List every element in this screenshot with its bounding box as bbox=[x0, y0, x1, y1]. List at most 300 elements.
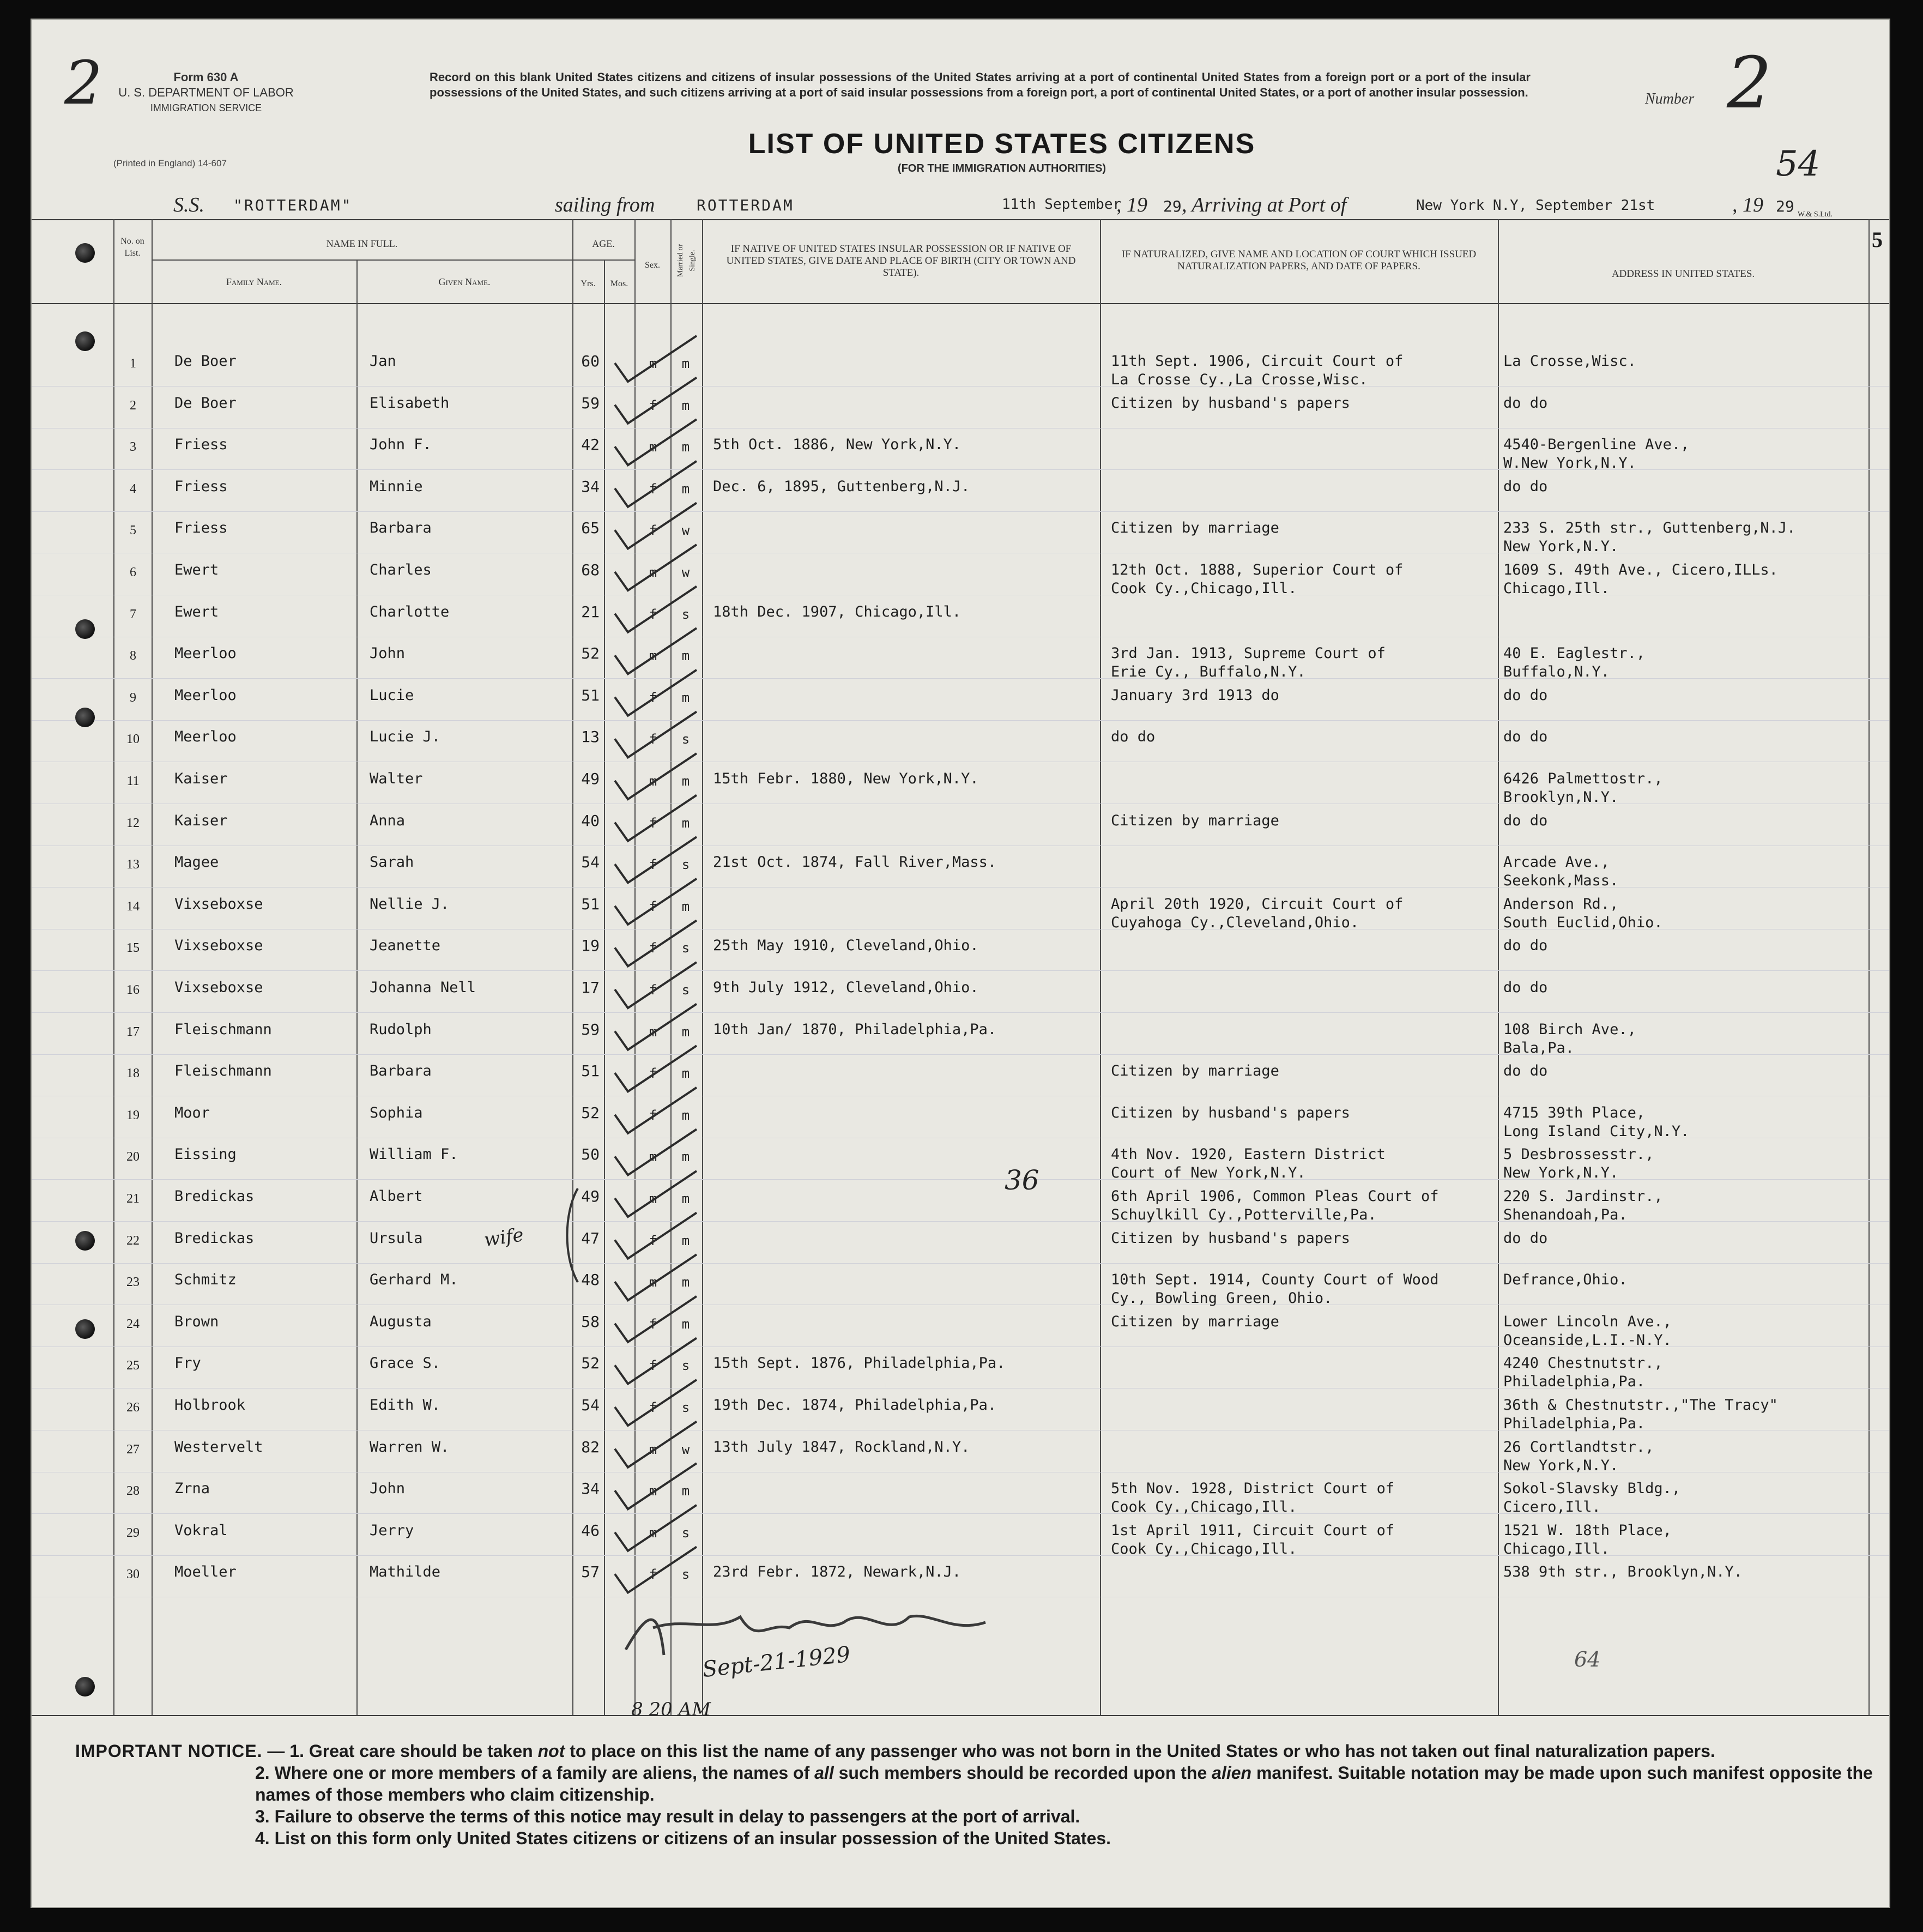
family-name: Vokral bbox=[174, 1522, 228, 1539]
family-name: Vixseboxse bbox=[174, 937, 263, 955]
header-age: AGE. bbox=[592, 238, 615, 249]
sex: f bbox=[649, 857, 657, 873]
address-line-2: Chicago,Ill. bbox=[1503, 580, 1610, 597]
check-mark bbox=[615, 1505, 697, 1551]
sex: m bbox=[649, 1441, 657, 1457]
age-years: 68 bbox=[581, 561, 600, 579]
marital-status: s bbox=[681, 857, 690, 873]
marital-status: m bbox=[681, 439, 690, 455]
row-number: 17 bbox=[126, 1024, 140, 1039]
row-number: 18 bbox=[126, 1066, 140, 1081]
naturalization-line-1: Citizen by marriage bbox=[1111, 520, 1279, 537]
check-mark bbox=[615, 1129, 697, 1175]
age-years: 42 bbox=[581, 436, 600, 454]
check-mark bbox=[615, 1547, 697, 1592]
printed-note: (Printed in England) 14-607 bbox=[113, 158, 227, 168]
family-name: Magee bbox=[174, 854, 219, 871]
sex: m bbox=[649, 1483, 657, 1499]
family-name: Schmitz bbox=[174, 1271, 237, 1289]
address-line-1: do do bbox=[1503, 686, 1548, 704]
given-name: Minnie bbox=[370, 478, 423, 495]
row-number: 22 bbox=[126, 1233, 140, 1248]
family-name: Friess bbox=[174, 520, 228, 537]
address-line-1: 36th & Chestnutstr.,"The Tracy" bbox=[1503, 1397, 1778, 1414]
address-line-1: 5 Desbrossesstr., bbox=[1503, 1146, 1654, 1163]
check-mark bbox=[615, 1422, 697, 1468]
important-notice: IMPORTANT NOTICE. — 1. Great care should be taken not to place on this list the name of any passenger who was not born in the United States or who has not taken out final naturalization papers. 2. Where one or more members of a family are aliens, the names of all such members should be recorded upon the alien manifest. Suitable notation may be made upon such manifest opposite the names of those members who claim citizenship. 3. Failure to observe the terms of this notice may result in delay to passengers at the port of arrival. 4. List on this form only United States citizens or citizens of an insular possession of the United States. bbox=[75, 1740, 1874, 1849]
marital-status: w bbox=[681, 1441, 690, 1457]
row-number: 20 bbox=[126, 1150, 140, 1164]
age-years: 59 bbox=[581, 1020, 600, 1039]
family-name: Brown bbox=[174, 1313, 219, 1330]
address-line-1: do do bbox=[1503, 812, 1548, 829]
row-number: 25 bbox=[126, 1359, 140, 1373]
address-line-1: do do bbox=[1503, 979, 1548, 996]
family-name: Eissing bbox=[174, 1146, 237, 1163]
binder-hole bbox=[75, 1231, 95, 1251]
given-name: Elisabeth bbox=[370, 394, 450, 412]
sex: f bbox=[649, 940, 657, 956]
page-number: 54 bbox=[1776, 144, 1821, 184]
check-mark bbox=[615, 711, 697, 757]
marital-status: m bbox=[681, 648, 690, 664]
family-name: Westervelt bbox=[174, 1438, 263, 1456]
marital-status: m bbox=[681, 397, 690, 413]
binder-hole bbox=[75, 708, 95, 727]
marital-status: m bbox=[681, 1233, 690, 1248]
birth-info: 15th Febr. 1880, New York,N.Y. bbox=[713, 770, 979, 787]
address-line-1: 4715 39th Place, bbox=[1503, 1104, 1646, 1121]
marital-status: w bbox=[681, 565, 690, 580]
header-no: No. on List. bbox=[120, 237, 144, 258]
given-name: Ursula bbox=[370, 1229, 423, 1247]
row-number: 10 bbox=[126, 732, 140, 747]
given-name: Mathilde bbox=[370, 1563, 441, 1581]
notice-item-3: 3. Failure to observe the terms of this notice may result in delay to passengers at the port of arrival. bbox=[255, 1807, 1080, 1826]
arriving-label: , Arriving at Port of bbox=[1182, 194, 1347, 216]
inspection-checkmarks bbox=[32, 20, 1890, 1715]
family-name: Kaiser bbox=[174, 812, 228, 829]
sex: f bbox=[649, 982, 657, 998]
header-native: IF NATIVE OF UNITED STATES INSULAR POSSESSION OR IF NATIVE OF UNITED STATES, GIVE DATE AND PLACE OF BIRTH (CITY OR TOWN AND STATE). bbox=[726, 243, 1076, 279]
given-name: John bbox=[370, 645, 406, 662]
family-name: Kaiser bbox=[174, 770, 228, 787]
given-name: John bbox=[370, 1480, 406, 1498]
address-line-1: do do bbox=[1503, 394, 1548, 412]
manifest-page bbox=[31, 19, 1890, 1908]
marital-status: w bbox=[681, 523, 690, 539]
age-years: 82 bbox=[581, 1438, 600, 1456]
row-number: 15 bbox=[126, 941, 140, 956]
marital-status: s bbox=[681, 982, 690, 998]
header-naturalized: IF NATURALIZED, GIVE NAME AND LOCATION OF COURT WHICH ISSUED NATURALIZATION PAPERS, AND DATE OF PAPERS. bbox=[1121, 249, 1477, 272]
printer-mark: W.& S.Ltd. bbox=[1798, 210, 1833, 219]
check-mark bbox=[615, 1088, 697, 1133]
given-name: Jan bbox=[370, 353, 396, 370]
address-line-2: Buffalo,N.Y. bbox=[1503, 663, 1610, 681]
header-address: ADDRESS IN UNITED STATES. bbox=[1611, 268, 1755, 280]
given-name: Jeanette bbox=[370, 937, 441, 955]
given-name: Nellie J. bbox=[370, 895, 450, 913]
age-years: 51 bbox=[581, 895, 600, 913]
naturalization-line-1: 6th April 1906, Common Pleas Court of bbox=[1111, 1188, 1439, 1205]
header-family: Family Name. bbox=[226, 276, 282, 287]
row-number: 21 bbox=[126, 1192, 140, 1206]
marital-status: m bbox=[681, 690, 690, 705]
age-years: 34 bbox=[581, 477, 600, 496]
given-name: Gerhard M. bbox=[370, 1271, 458, 1289]
sex: f bbox=[649, 1233, 657, 1248]
address-line-1: 220 S. Jardinstr., bbox=[1503, 1188, 1663, 1205]
address-line-1: 6426 Palmettostr., bbox=[1503, 770, 1663, 787]
check-mark bbox=[615, 962, 697, 1008]
address-line-1: 26 Cortlandtstr., bbox=[1503, 1438, 1654, 1456]
row-number: 24 bbox=[126, 1317, 140, 1331]
arrival-year: 29 bbox=[1776, 197, 1794, 215]
naturalization-line-2: La Crosse Cy.,La Crosse,Wisc. bbox=[1111, 371, 1368, 388]
address-line-1: Arcade Ave., bbox=[1503, 854, 1610, 871]
address-line-2: Chicago,Ill. bbox=[1503, 1540, 1610, 1557]
address-line-1: do do bbox=[1503, 1062, 1548, 1080]
marital-status: m bbox=[681, 1024, 690, 1040]
depart-year: 29 bbox=[1163, 197, 1182, 215]
check-mark bbox=[615, 920, 697, 966]
row-number: 6 bbox=[130, 565, 136, 579]
age-years: 19 bbox=[581, 937, 600, 955]
row-number: 14 bbox=[126, 899, 140, 914]
birth-info: 15th Sept. 1876, Philadelphia,Pa. bbox=[713, 1355, 1006, 1372]
age-years: 57 bbox=[581, 1563, 600, 1581]
address-line-2: New York,N.Y. bbox=[1503, 1457, 1619, 1474]
preamble: Record on this blank United States citizens and citizens of insular possessions of the United States arriving at a port of continental United States from a foreign port or a port of the insular possessions of the United States, and such citizens arriving at a port of said insular possessions from a foreign port, a port of continental United States, or a port of another insular possession. bbox=[430, 70, 1531, 99]
given-name: Barbara bbox=[370, 520, 432, 537]
naturalization-line-1: April 20th 1920, Circuit Court of bbox=[1111, 895, 1404, 913]
sex: f bbox=[649, 1358, 657, 1374]
age-years: 13 bbox=[581, 728, 600, 746]
given-name: William F. bbox=[370, 1146, 458, 1163]
marital-status: m bbox=[681, 356, 690, 371]
department: U. S. DEPARTMENT OF LABOR bbox=[118, 86, 294, 99]
marital-status: m bbox=[681, 774, 690, 789]
check-mark bbox=[615, 628, 697, 674]
given-name: Rudolph bbox=[370, 1021, 432, 1038]
family-name: Bredickas bbox=[174, 1188, 255, 1205]
check-mark bbox=[615, 1338, 697, 1384]
given-name: Anna bbox=[370, 812, 406, 829]
row-number: 19 bbox=[126, 1108, 140, 1122]
address-line-2: Brooklyn,N.Y. bbox=[1503, 789, 1619, 806]
sheet-number-right: 2 bbox=[1727, 41, 1772, 124]
naturalization-line-2: Cook Cy.,Chicago,Ill. bbox=[1111, 580, 1297, 597]
family-name: Meerloo bbox=[174, 686, 237, 704]
age-years: 52 bbox=[581, 1354, 600, 1373]
naturalization-line-1: Citizen by marriage bbox=[1111, 812, 1279, 829]
header-given: Given Name. bbox=[438, 276, 491, 287]
naturalization-line-1: 3rd Jan. 1913, Supreme Court of bbox=[1111, 645, 1386, 662]
check-mark bbox=[615, 587, 697, 632]
document-subtitle: (FOR THE IMMIGRATION AUTHORITIES) bbox=[897, 162, 1106, 174]
check-mark bbox=[615, 503, 697, 548]
check-mark bbox=[615, 1463, 697, 1509]
marital-status: s bbox=[681, 1358, 690, 1374]
sex: f bbox=[649, 1107, 657, 1123]
row-number: 4 bbox=[130, 481, 136, 496]
address-line-1: 108 Birch Ave., bbox=[1503, 1021, 1636, 1038]
age-years: 58 bbox=[581, 1312, 600, 1331]
age-years: 34 bbox=[581, 1480, 600, 1498]
sex: m bbox=[649, 1024, 657, 1040]
address-line-1: La Crosse,Wisc. bbox=[1503, 353, 1636, 370]
binder-hole bbox=[75, 243, 95, 263]
sheet-number-left: 2 bbox=[64, 48, 102, 118]
sex: m bbox=[649, 774, 657, 789]
address-line-1: Anderson Rd., bbox=[1503, 895, 1619, 913]
notice-heading: IMPORTANT NOTICE. bbox=[75, 1741, 263, 1761]
birth-info: 10th Jan/ 1870, Philadelphia,Pa. bbox=[713, 1021, 997, 1038]
naturalization-line-2: Court of New York,N.Y. bbox=[1111, 1164, 1306, 1182]
address-line-2: Oceanside,L.I.-N.Y. bbox=[1503, 1331, 1672, 1349]
birth-info: 13th July 1847, Rockland,N.Y. bbox=[713, 1438, 970, 1456]
age-years: 46 bbox=[581, 1521, 600, 1539]
given-name: Warren W. bbox=[370, 1438, 450, 1456]
row-number: 28 bbox=[126, 1484, 140, 1499]
given-name: Jerry bbox=[370, 1522, 414, 1539]
age-years: 60 bbox=[581, 352, 600, 370]
ship-name: "ROTTERDAM" bbox=[233, 196, 353, 214]
naturalization-line-1: 10th Sept. 1914, County Court of Wood bbox=[1111, 1271, 1439, 1289]
family-name: Fleischmann bbox=[174, 1021, 272, 1038]
check-mark bbox=[615, 1213, 697, 1259]
age-years: 47 bbox=[581, 1229, 600, 1247]
given-name: Augusta bbox=[370, 1313, 432, 1330]
binder-hole bbox=[75, 619, 95, 639]
address-line-2: Philadelphia,Pa. bbox=[1503, 1415, 1646, 1432]
table-bottom-rule bbox=[32, 1715, 1890, 1716]
sex: m bbox=[649, 648, 657, 664]
sailing-from-label: sailing from bbox=[555, 194, 655, 216]
age-years: 40 bbox=[581, 811, 600, 830]
row-number: 16 bbox=[126, 983, 140, 997]
naturalization-line-1: Citizen by marriage bbox=[1111, 1062, 1279, 1080]
naturalization-line-1: 1st April 1911, Circuit Court of bbox=[1111, 1522, 1395, 1539]
marital-status: s bbox=[681, 1525, 690, 1541]
number-label: Number bbox=[1645, 90, 1695, 107]
naturalization-line-1: Citizen by husband's papers bbox=[1111, 1229, 1350, 1247]
naturalization-line-1: 5th Nov. 1928, District Court of bbox=[1111, 1480, 1395, 1498]
notice-item-4: 4. List on this form only United States citizens or citizens of an insular possession of the United States. bbox=[255, 1828, 1111, 1848]
check-mark bbox=[615, 1296, 697, 1342]
marital-status: m bbox=[681, 1191, 690, 1206]
tally-64: 64 bbox=[1574, 1647, 1601, 1671]
edge-mark: 5 bbox=[1872, 227, 1883, 252]
sex: m bbox=[649, 565, 657, 580]
family-name: Vixseboxse bbox=[174, 979, 263, 996]
family-name: Moeller bbox=[174, 1563, 237, 1581]
depart-date: 11th September bbox=[1002, 196, 1122, 213]
naturalization-line-1: Citizen by husband's papers bbox=[1111, 394, 1350, 412]
given-name: Sophia bbox=[370, 1104, 423, 1121]
naturalization-line-2: Cy., Bowling Green, Ohio. bbox=[1111, 1290, 1333, 1307]
address-line-1: do do bbox=[1503, 937, 1548, 955]
sex: f bbox=[649, 815, 657, 831]
marital-status: m bbox=[681, 1066, 690, 1082]
family-name: Ewert bbox=[174, 562, 219, 578]
family-name: Meerloo bbox=[174, 645, 237, 662]
marital-status: m bbox=[681, 481, 690, 497]
birth-info: 25th May 1910, Cleveland,Ohio. bbox=[713, 937, 979, 955]
check-mark bbox=[615, 1046, 697, 1091]
marital-status: m bbox=[681, 1107, 690, 1123]
birth-info: 18th Dec. 1907, Chicago,Ill. bbox=[713, 603, 961, 620]
family-name: Ewert bbox=[174, 603, 219, 620]
family-name: Meerloo bbox=[174, 728, 237, 746]
given-name: Sarah bbox=[370, 854, 414, 871]
check-mark bbox=[615, 1380, 697, 1426]
given-name: Charlotte bbox=[370, 603, 450, 620]
sex: f bbox=[649, 1567, 657, 1583]
sex: f bbox=[649, 1066, 657, 1082]
notice-item-1: 1. Great care should be taken not to place on this list the name of any passenger who was not born in the United States or who has not taken out final naturalization papers. bbox=[289, 1741, 1715, 1761]
sex: f bbox=[649, 1316, 657, 1332]
sex: f bbox=[649, 397, 657, 413]
marital-status: m bbox=[681, 1149, 690, 1165]
check-mark bbox=[615, 1004, 697, 1050]
sex: m bbox=[649, 1191, 657, 1206]
row-number: 11 bbox=[126, 774, 140, 788]
family-name: Friess bbox=[174, 478, 228, 495]
birth-info: 19th Dec. 1874, Philadelphia,Pa. bbox=[713, 1397, 997, 1414]
form-number: Form 630 A bbox=[173, 70, 239, 84]
sex: m bbox=[649, 1275, 657, 1290]
marital-status: m bbox=[681, 898, 690, 914]
age-years: 52 bbox=[581, 1103, 600, 1122]
ss-label: S.S. bbox=[173, 194, 204, 216]
birth-info: Dec. 6, 1895, Guttenberg,N.J. bbox=[713, 478, 970, 495]
address-line-2: Long Island City,N.Y. bbox=[1503, 1122, 1690, 1140]
header-marital: Married or Single. bbox=[676, 244, 697, 277]
given-name: Johanna Nell bbox=[370, 979, 476, 996]
address-line-2: New York,N.Y. bbox=[1503, 538, 1619, 556]
address-line-1: 40 E. Eaglestr., bbox=[1503, 645, 1646, 662]
header-sex: Sex. bbox=[645, 261, 660, 270]
age-years: 51 bbox=[581, 1062, 600, 1080]
check-mark bbox=[615, 795, 697, 841]
given-name: Lucie bbox=[370, 686, 414, 704]
row-number: 1 bbox=[130, 357, 136, 371]
birth-info: 9th July 1912, Cleveland,Ohio. bbox=[713, 979, 979, 996]
sex: f bbox=[649, 690, 657, 705]
check-mark bbox=[615, 670, 697, 716]
birth-info: 23rd Febr. 1872, Newark,N.J. bbox=[713, 1563, 961, 1581]
age-years: 17 bbox=[581, 979, 600, 997]
port-from: ROTTERDAM bbox=[697, 196, 794, 214]
header-yrs: Yrs. bbox=[580, 279, 596, 288]
address-line-1: 4540-Bergenline Ave., bbox=[1503, 436, 1690, 454]
sex: f bbox=[649, 1400, 657, 1415]
row-number: 12 bbox=[126, 816, 140, 830]
given-name: Walter bbox=[370, 770, 423, 787]
given-name: Charles bbox=[370, 562, 432, 578]
marital-status: m bbox=[681, 1316, 690, 1332]
check-mark bbox=[615, 1171, 697, 1217]
address-line-1: 233 S. 25th str., Guttenberg,N.J. bbox=[1503, 520, 1796, 537]
address-line-1: Lower Lincoln Ave., bbox=[1503, 1313, 1672, 1330]
address-line-1: 4240 Chestnutstr., bbox=[1503, 1355, 1663, 1372]
row-number: 27 bbox=[126, 1442, 140, 1457]
family-name: Fry bbox=[174, 1355, 201, 1372]
family-name: Moor bbox=[174, 1104, 210, 1121]
age-years: 65 bbox=[581, 519, 600, 538]
marital-status: s bbox=[681, 1400, 690, 1415]
row-number: 13 bbox=[126, 858, 140, 872]
address-line-2: Bala,Pa. bbox=[1503, 1039, 1575, 1056]
margin-note-wife: wife bbox=[482, 1224, 525, 1251]
marital-status: m bbox=[681, 1483, 690, 1499]
row-number: 26 bbox=[126, 1400, 140, 1415]
marital-status: s bbox=[681, 732, 690, 747]
family-name: Zrna bbox=[174, 1480, 210, 1498]
age-years: 48 bbox=[581, 1271, 600, 1289]
address-line-1: do do bbox=[1503, 1229, 1548, 1247]
row-number: 5 bbox=[130, 523, 136, 538]
age-years: 50 bbox=[581, 1145, 600, 1164]
birth-info: 21st Oct. 1874, Fall River,Mass. bbox=[713, 854, 997, 871]
row-number: 23 bbox=[126, 1275, 140, 1290]
address-line-1: 1521 W. 18th Place, bbox=[1503, 1522, 1672, 1539]
address-line-2: South Euclid,Ohio. bbox=[1503, 914, 1663, 931]
address-line-1: 1609 S. 49th Ave., Cicero,ILLs. bbox=[1503, 562, 1778, 578]
check-mark bbox=[615, 1254, 697, 1300]
check-mark bbox=[615, 336, 697, 382]
naturalization-line-2: Cuyahoga Cy.,Cleveland,Ohio. bbox=[1111, 914, 1359, 931]
service: IMMIGRATION SERVICE bbox=[150, 102, 262, 113]
age-years: 21 bbox=[581, 602, 600, 621]
given-name: John F. bbox=[370, 436, 432, 454]
age-years: 54 bbox=[581, 853, 600, 872]
given-name: Albert bbox=[370, 1188, 423, 1205]
margin-bracket bbox=[560, 1186, 582, 1284]
family-name: Fleischmann bbox=[174, 1062, 272, 1080]
year-prefix: , 19 bbox=[1116, 194, 1147, 216]
family-name: Friess bbox=[174, 436, 228, 454]
row-number: 7 bbox=[130, 607, 136, 621]
naturalization-line-1: Citizen by husband's papers bbox=[1111, 1104, 1350, 1121]
given-name: Lucie J. bbox=[370, 728, 441, 746]
naturalization-line-1: January 3rd 1913 do bbox=[1111, 686, 1279, 704]
row-number: 3 bbox=[130, 440, 136, 455]
given-name: Edith W. bbox=[370, 1397, 441, 1414]
address-line-2: Cicero,Ill. bbox=[1503, 1499, 1601, 1516]
age-years: 49 bbox=[581, 1187, 600, 1205]
address-line-1: Defrance,Ohio. bbox=[1503, 1271, 1628, 1289]
naturalization-line-2: Cook Cy.,Chicago,Ill. bbox=[1111, 1499, 1297, 1516]
naturalization-line-2: Cook Cy.,Chicago,Ill. bbox=[1111, 1540, 1297, 1557]
address-line-2: Seekonk,Mass. bbox=[1503, 872, 1619, 890]
row-number: 9 bbox=[130, 690, 136, 705]
naturalization-line-1: 4th Nov. 1920, Eastern District bbox=[1111, 1146, 1386, 1163]
age-years: 49 bbox=[581, 770, 600, 788]
birth-info: 5th Oct. 1886, New York,N.Y. bbox=[713, 436, 961, 454]
given-name: Grace S. bbox=[370, 1355, 441, 1372]
family-name: De Boer bbox=[174, 394, 237, 412]
check-mark bbox=[615, 837, 697, 883]
check-mark bbox=[615, 461, 697, 507]
tally-36: 36 bbox=[1005, 1164, 1039, 1196]
check-mark bbox=[615, 419, 697, 465]
check-mark bbox=[615, 879, 697, 925]
naturalization-line-2: Erie Cy., Buffalo,N.Y. bbox=[1111, 663, 1306, 681]
header-mos: Mos. bbox=[610, 279, 628, 288]
